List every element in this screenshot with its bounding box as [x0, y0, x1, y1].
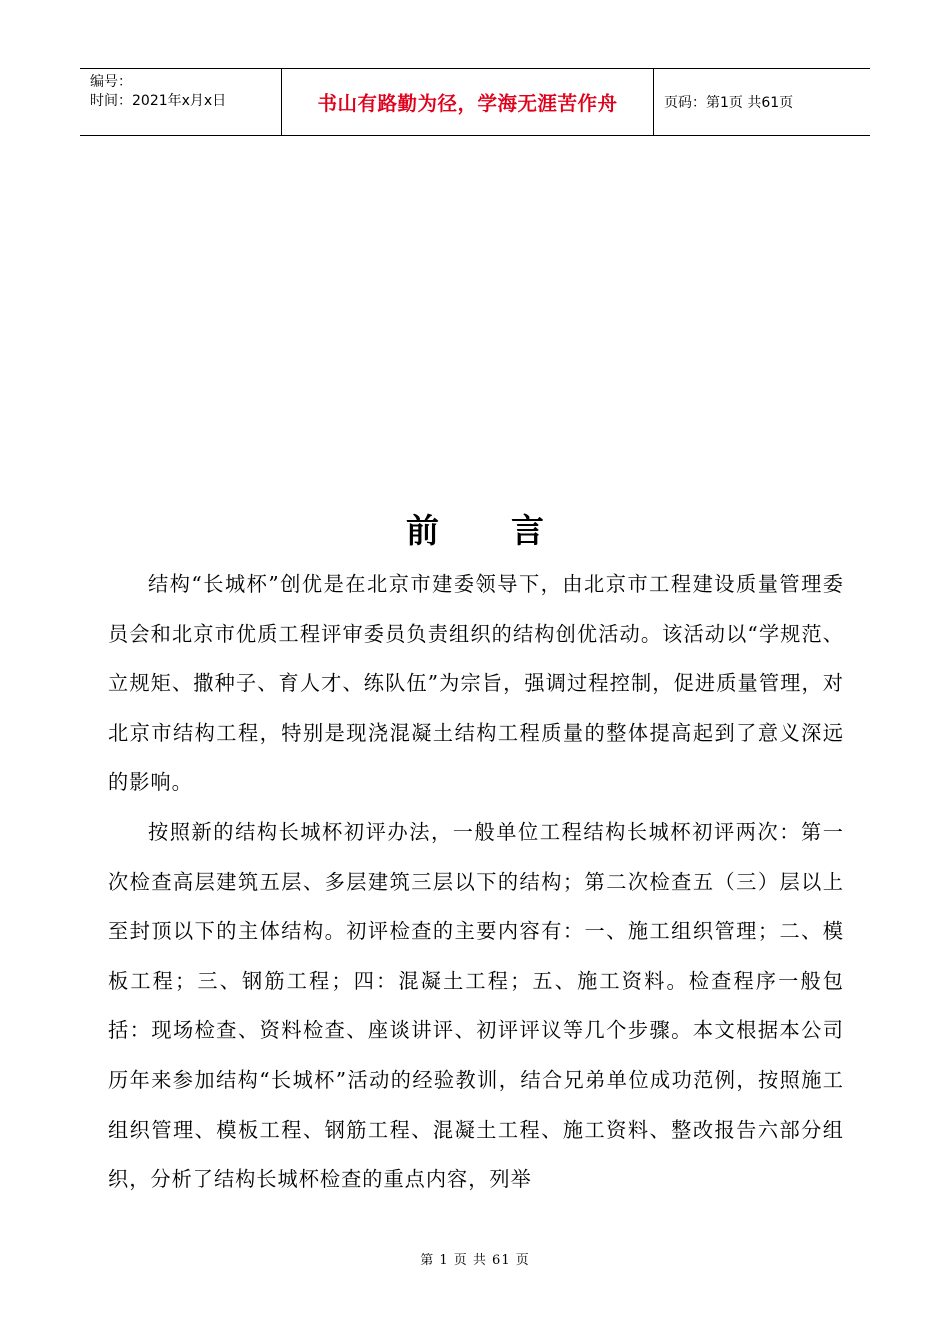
document-number-label: 编号：	[90, 74, 132, 90]
document-body	[108, 560, 844, 1205]
header-page-count: 页码：第1页 共61页	[664, 95, 794, 111]
body-paragraph: 结构“长城杯”创优是在北京市建委领导下，由北京市工程建设质量管理委员会和北京市优质工程评审委员负责组织的结构创优活动。该活动以“学规范、立规矩、撒种子、育人才、练队伍”为宗旨，强调过程控制，促进质量管理，对北京市结构工程，特别是现浇混凝土结构工程质量的整体提高起到了意义深远的影响。	[108, 572, 844, 795]
body-paragraph: 按照新的结构长城杯初评办法，一般单位工程结构长城杯初评两次：第一次检查高层建筑五层、多层建筑三层以下的结构；第二次检查五（三）层以上至封顶以下的主体结构。初评检查的主要内容有：一、施工组织管理；二、模板工程；三、钢筋工程；四：混凝土工程；五、施工资料。检查程序一般包括：现场检查、资料检查、座谈讲评、初评评议等几个步骤。本文根据本公司历年来参加结构“长城杯”活动的经验教训，结合兄弟单位成功范例，按照施工组织管理、模板工程、钢筋工程、混凝土工程、施工资料、整改报告六部分组织，分析了结构长城杯检查的重点内容，列举	[108, 819, 844, 1192]
header-meta-cell	[80, 69, 282, 135]
page-title: 前言	[406, 511, 616, 550]
document-header	[80, 68, 870, 136]
document-date-label: 时间：2021年x月x日	[90, 93, 227, 109]
header-motto: 书山有路勤为径，学海无涯苦作舟	[282, 69, 654, 135]
page-footer: 第 1 页 共 61 页	[420, 1253, 530, 1268]
